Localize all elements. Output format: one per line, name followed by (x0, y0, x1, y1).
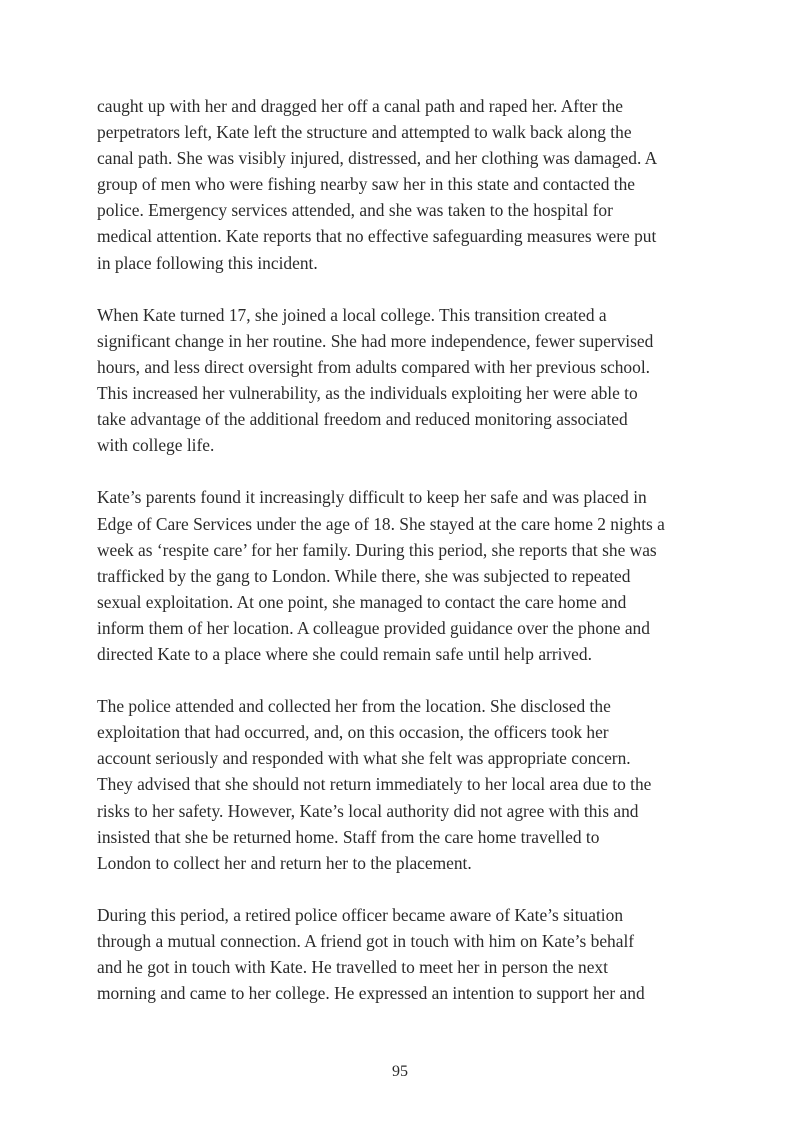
text-line: morning and came to her college. He expressed an intention to support her and (97, 983, 645, 1004)
text-line: with college life. (97, 435, 215, 456)
paragraph-4 (97, 693, 707, 876)
text-line: This increased her vulnerability, as the individuals exploiting her were able to (97, 383, 638, 404)
text-line: London to collect her and return her to the placement. (97, 852, 472, 873)
text-line: sexual exploitation. At one point, she managed to contact the care home and (97, 591, 627, 612)
text-line: The police attended and collected her from the location. She disclosed the (97, 696, 611, 717)
text-line: medical attention. Kate reports that no effective safeguarding measures were put (97, 226, 657, 247)
text-line: exploitation that had occurred, and, on this occasion, the officers took her (97, 722, 609, 743)
text-line: week as ‘respite care’ for her family. During this period, she reports that she was (97, 539, 657, 560)
paragraph-5 (97, 902, 707, 1006)
text-line: insisted that she be returned home. Staff from the care home travelled to (97, 826, 600, 847)
text-line: in place following this incident. (97, 252, 318, 273)
text-line: perpetrators left, Kate left the structure and attempted to walk back along the (97, 122, 632, 143)
text-line: and he got in touch with Kate. He travelled to meet her in person the next (97, 957, 608, 978)
text-line: hours, and less direct oversight from adults compared with her previous school. (97, 356, 650, 377)
text-line: canal path. She was visibly injured, distressed, and her clothing was damaged. A (97, 148, 658, 169)
text-line: directed Kate to a place where she could remain safe until help arrived. (97, 643, 592, 664)
text-line: significant change in her routine. She had more independence, fewer supervised (97, 330, 654, 351)
text-line: Edge of Care Services under the age of 18. She stayed at the care home 2 nights a (97, 513, 665, 534)
text-line: account seriously and responded with what she felt was appropriate concern. (97, 748, 631, 769)
text-line: caught up with her and dragged her off a canal path and raped her. After the (97, 96, 624, 116)
text-line: group of men who were fishing nearby saw her in this state and contacted the (97, 174, 635, 195)
text-line: take advantage of the additional freedom and reduced monitoring associated (97, 409, 628, 430)
text-line: risks to her safety. However, Kate’s local authority did not agree with this and (97, 800, 639, 821)
text-line: Kate’s parents found it increasingly difficult to keep her safe and was placed in (97, 487, 647, 508)
body-text (97, 93, 707, 1032)
text-line: inform them of her location. A colleague provided guidance over the phone and (97, 617, 650, 638)
page-number: 95 (392, 1063, 408, 1080)
text-line: When Kate turned 17, she joined a local college. This transition created a (97, 304, 607, 325)
text-line: police. Emergency services attended, and she was taken to the hospital for (97, 200, 613, 221)
paragraph-2 (97, 302, 707, 459)
paragraph-3 (97, 484, 707, 667)
text-line: through a mutual connection. A friend got in touch with him on Kate’s behalf (97, 931, 635, 951)
text-line: During this period, a retired police officer became aware of Kate’s situation (97, 904, 624, 925)
text-line: They advised that she should not return immediately to her local area due to the (97, 774, 652, 795)
text-line: trafficked by the gang to London. While there, she was subjected to repeated (97, 565, 631, 586)
paragraph-1 (97, 93, 707, 276)
